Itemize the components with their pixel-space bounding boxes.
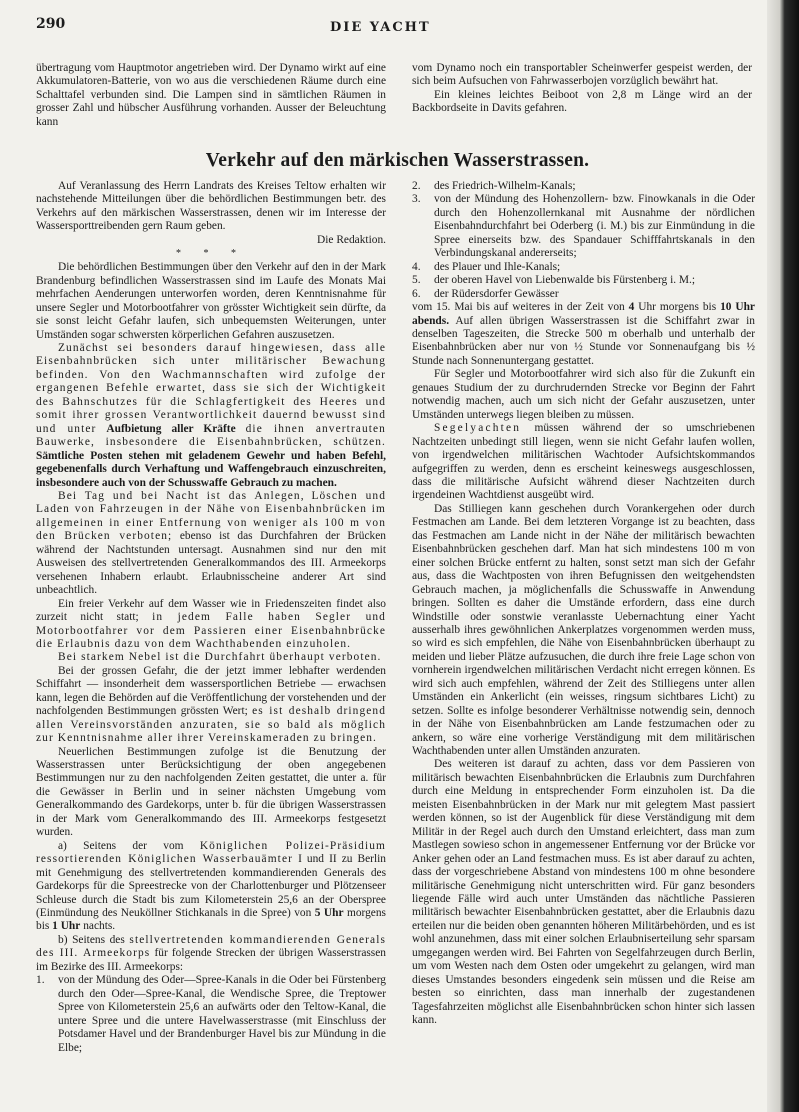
paragraph — [412, 301, 755, 368]
list-item — [412, 180, 755, 193]
text: a) Seitens der vom — [58, 839, 184, 852]
paragraph: Ein kleines leichtes Beiboot von 2,8 m Länge wird an der Backbordseite in Davits gefahren. — [412, 88, 752, 115]
list-item — [412, 288, 755, 301]
paragraph: Die behördlichen Bestimmungen über den Verkehr auf den in der Mark Brandenburg befindlichen Wasserstrassen sind im Laufe des Monats Mai mehrfachen Aenderungen unterworfen worden, deren Kenntnisnahme für unsere Segler und Motorbootfahrer von grösster Wichtigkeit sein dürfte, da sie sonst leicht Gefahr laufen, sich unbequemsten Weiterungen, unter Umständen sogar schwersten körperlichen Gefahren auszusetzen. — [36, 261, 386, 341]
previous-article-continuation-right — [412, 62, 752, 116]
paragraph: Des weiteren ist darauf zu achten, dass vor dem Passieren von militärisch bewachten Eisenbahnbrücken die Erlaubnis zum Durchfahren durch eine Meldung in entsprechender Form einzuholen ist. Da die meisten Eisenbahnbrücken in der Mark nur mit gelegtem Mast passiert werden können, so ist der Augenblick für diese Verständigung mit dem Militär in der Regel auch durch den Umstand erleichtert, dass man zum Mastlegen sowieso schon in angemessener Entfernung vor der Brücke vor Anker gehen oder an Land festmachen muss. Es ist aber darauf zu achten, dass der vorgeschriebene Abstand von mindestens 100 m ohne besondere militärische Genehmigung nicht unterschritten wird. Für ganz besonders liegende Fälle wird auch unter Umständen das nächtliche Passieren militärisch bewachter Eisenbahnbrücken gestattet, aber die Erlaubnis dazu erteilen nur die beiden oben genannten höheren Militärbehörden, und es ist wohl anzunehmen, dass mit einer solchen Erlaubniserteilung sehr sparsam umgegangen werden wird. Bei Fahrten von Segelfahrzeugen durch Berlin, um vom Westen nach dem Osten oder umgekehrt zu gelangen, wird man dieses Umstandes besonders eingedenk sein müssen und die Reise am besten so einrichten, dass man innerhalb der zugestandenen Tagesfahrzeiten möglichst alle Eisenbahnbrücken schon hinter sich lassen kann. — [412, 758, 755, 1027]
editor-signature: Die Redaktion. — [317, 233, 386, 246]
list-item — [412, 274, 755, 287]
list-number: 1. — [36, 974, 45, 987]
running-head: DIE YACHT — [330, 20, 431, 35]
paragraph: Das Stilliegen kann geschehen durch Vorankergehen oder durch Festmachen am Lande. Bei dem letzteren Vorgange ist zu beachten, dass das Festmachen am Lande nicht in der Nähe der militärisch bewachten Eisenbahnbrücken geschehen darf. Man hat sich mindestens 100 m von einer solchen Brücke entfernt zu halten, sonst setzt man sich der Gefahr aus, dass die Wachtposten von ihren Befugnissen den weitgehendsten Gebrauch machen, ja möglichenfalls die Schusswaffe in Anwendung bringen. Sollten es daher die Umstände erfordern, dass eine durch Windstille oder sonstwie veranlasste Uebernachtung einer Yacht ausserhalb ihres gewöhnlichen Ankerplatzes vorgenommen werden muss, so wird es sich empfehlen, die Nähe von Eisenbahnbrücken überhaupt zu meiden und lieber Plätze aufzusuchen, die durch ihre freie Lage schon von vornherein irgendwelchen militärischen Verdacht nicht erregen können. Es wird sich auch empfehlen, während der Zeit des Stilliegens unter allen Umständen ein Ankerlicht (ein weisses, ringsum sichtbares Licht) zu setzen. Sollte es infolge besonderer Verhältnisse notwendig sein, dennoch in der Nähe von Eisenbahnbrücken am Lande festzumachen oder zu ankern, so wäre eine vorherige Verständigung mit dem militärischen Wachthabenden unter allen Umständen anzuraten. — [412, 502, 755, 758]
bold-text: 10 Uhr abends. — [412, 301, 755, 327]
spaced-text: die ihnen anvertrauten Bauwerke, insbesondere die Eisenbahnbrücken, schützen. — [36, 422, 386, 449]
spaced-text: Bei Tag und bei Nacht ist das Anlegen, — [58, 489, 305, 502]
paragraph-b — [36, 934, 386, 974]
bold-text: 4 — [628, 301, 635, 314]
list-number: 3. — [412, 193, 421, 206]
list-text: des Plauer und Ihle-Kanals; — [434, 260, 561, 273]
route-list — [36, 974, 386, 1055]
text: I und II zu Berlin mit Genehmigung des stellvertretenden kommandierenden Generals des Gardekorps für die Spreestrecke von der Charlottenburger und Plötzenseer Schleuse durch die Stadt bis zum Kilometerstein 25,6 an der Oberspree (Einmündung des Neuköllner Stichkanals in die Spree) von — [36, 853, 386, 920]
list-number: 2. — [412, 180, 421, 192]
list-item — [412, 193, 755, 260]
bold-text: 1 Uhr — [52, 920, 81, 933]
paragraph — [36, 342, 386, 490]
paragraph: Neuerlichen Bestimmungen zufolge ist die Benutzung der Wasserstrassen unter Berücksichtigung der oben angegebenen Bestimmungen nur zu den nachfolgenden Zeiten gestattet, die unter a. für die Gewässer in Berlin und in seiner nächsten Umgebung vom Generalkommando des Gardekorps, unter b. für die übrigen Wasserstrassen in der Mark vom Generalkommando des III. Armeekorps festgesetzt wurden. — [36, 745, 386, 839]
article-column-right — [412, 180, 755, 1028]
paragraph — [36, 598, 386, 652]
list-number: 5. — [412, 274, 421, 287]
paragraph — [412, 422, 755, 503]
text: nachts. — [83, 920, 116, 933]
spaced-text: in jedem Falle haben Segler und Motorbootfahrer vor dem Passieren einer Eisenbahnbrücke die Erlaubnis dazu von dem Wachthabenden einzuholen. — [36, 611, 386, 650]
previous-article-continuation-left — [36, 62, 386, 129]
spaced-text: Königlichen Polizei-Präsidium ressortierenden Königlichen Wasserbauämter — [36, 839, 386, 866]
paragraph — [36, 651, 386, 664]
spaced-text: stellvertretenden kommandierenden Generals des III. Armeekorps — [36, 933, 386, 960]
list-text: des Friedrich-Wilhelm-Kanals; — [434, 180, 576, 192]
page-gutter-shadow — [767, 0, 799, 1112]
intro-paragraph: Auf Veranlassung des Herrn Landrats des Kreises Teltow erhalten wir nachstehende Mitteilungen über die behördlichen Bestimmungen betr. des Verkehrs auf den märkischen Wasserstrassen, denen wir im Interesse der Wassersporttreibenden gern Raum geben. — [36, 180, 386, 233]
text: morgens bis — [36, 907, 386, 933]
paragraph: Für Segler und Motorbootfahrer wird sich also für die Zukunft ein genaues Studium der zu durchrudernden Strecke vor Beginn der Fahrt notwendig machen, auch um sich nicht der Gefahr auszusetzen, unter Umständen unterwegs liegen bleiben zu müssen. — [412, 368, 755, 421]
text: ebenso ist das Durchfahren der Brücken während der Nachtstunden untersagt. Ausnahmen sind nur den mit Ausweisen des stellvertretenden Generalkommandos des III. Armeekorps versehenen Inhabern erlaubt. Erlaubnisscheine anderer Art sind unbeachtlich. — [36, 530, 386, 597]
list-item — [36, 974, 386, 1055]
paragraph: vom Dynamo noch ein transportabler Scheinwerfer gespeist werden, der sich beim Aufsuchen von Fahrwasserbojen vorzüglich bewährt hat. — [412, 62, 752, 88]
spaced-text: Zunächst sei besonders darauf hingewiesen, dass alle Eisenbahnbrücken sich unter militärischer Bewachung befinden. Von den Wachmannschaften wird zufolge der ergangenen Befehle erwartet, dass sie sich der Wichtigkeit des Bahnschutzes für die Schlagfertigkeit des Heeres und somit ihrer grossen Verantwortlichkeit dauernd bewusst sind und unter — [36, 341, 386, 435]
text: Bei der grossen Gefahr, die der jetzt immer lebhafter werdenden Schiffahrt — insonderheit dem wassersportlichen Betriebe — erwachsen kann, legen die Behörden auf die Veröffentlichung der vorstehenden und der nachfolgenden Bestimmungen grössten Wert; — [36, 664, 386, 718]
paragraph — [36, 490, 386, 598]
text: vom 15. Mai bis auf weiteres in der Zeit von — [412, 301, 625, 314]
paragraph-a — [36, 840, 386, 934]
text: b) Seitens des — [58, 933, 125, 946]
text: Auf allen übrigen Wasserstrassen ist die Schiffahrt zwar in denselben Tageszeiten, die Strecke 500 m oberhalb und unterhalb der Eisenbahnbrücken aber nur von ½ Stunde vor Sonnenaufgang bis ½ Stunde nach Sonnenuntergang gestattet. — [412, 314, 755, 367]
page-number: 290 — [36, 16, 66, 32]
list-number: 6. — [412, 287, 421, 300]
list-number: 4. — [412, 260, 421, 273]
text: müssen während der so umschriebenen Nachtzeiten unbedingt still liegen, wenn sie nicht Gefahr laufen wollen, von irgendwelchen militärischen Wachtoder Aufsichtskommandos aufgegriffen zu werden, denn es erscheint keineswegs ausgeschlossen, dass die militärische Aufsicht während dieser Nachtzeiten durch irgendeinen Wachtdienst ausgeübt wird. — [412, 422, 755, 502]
text: Ein freier Verkehr auf dem Wasser wie in Friedenszeiten findet also zurzeit nicht statt; — [36, 597, 386, 624]
list-text: von der Mündung des Hohenzollern- bzw. Finowkanals in die Oder durch den Hohenzollernkanal mit Ausnahme der nördlichen Eisenbahndurchfahrt bei Oderberg (i. M.) bis zur Einmündung in die Spree einerseits bzw. des Spandauer Schifffahrtskanals in den Verbindungskanal andererseits; — [434, 193, 755, 260]
spaced-text: Segelyachten — [434, 422, 522, 435]
bold-text: Aufbietung aller Kräfte — [106, 422, 236, 435]
list-item — [412, 261, 755, 274]
article-column-left — [36, 180, 386, 1055]
text: Uhr morgens bis — [638, 301, 717, 314]
list-text: der Rüdersdorfer Gewässer — [434, 287, 559, 300]
bold-text: Sämtliche Posten stehen mit geladenem Gewehr und haben Befehl, gegebenenfalls durch Verhaftung und Waffengebrauch einzuschreiten, insbesondere auch von der Schusswaffe Gebrauch zu machen. — [36, 449, 386, 489]
spaced-text: es ist deshalb dringend allen Vereinsvorständen anzuraten, sie so bald als möglich zur Kenntnisnahme aller ihrer Vereinskameraden zu bringen. — [36, 705, 386, 745]
paragraph — [36, 665, 386, 746]
spaced-text: Löschen und Laden von Fahrzeugen in der Nähe von Eisenbahnbrücken im allgemeinen in einer Entfernung von weniger als 100 m von den Brücken verboten; — [36, 489, 386, 543]
list-text: von der Mündung des Oder—Spree-Kanals in die Oder bei Fürstenberg durch den Oder—Spree-Kanal, die Wendische Spree, die Treptower Spree von Kilometerstein 25,6 an aufwärts oder den Teltow-Kanal, die untere Spree und die untere Havelwasserstrasse (mit Einschluss der Potsdamer Havel und der Brandenburger Havel bis zur Mündung in die Elbe; — [58, 974, 386, 1054]
text: für folgende Strecken der übrigen Wasserstrassen im Bezirke des III. Armeekorps: — [36, 947, 386, 973]
section-separator: * * * — [176, 248, 246, 260]
spaced-text: Bei starkem Nebel ist die Durchfahrt überhaupt verboten. — [58, 651, 382, 664]
bold-text: 5 Uhr — [314, 907, 344, 920]
paragraph: übertragung vom Hauptmotor angetrieben wird. Der Dynamo wirkt auf eine Akkumulatoren-Batterie, von wo aus die verschiedenen Räume durch eine Schalttafel verbunden sind. Die Lampen sind in sämtlichen Räumen in grosser Zahl und hübscher Ausführung vorhanden. Ausser der Beleuchtung kann — [36, 62, 386, 128]
list-text: der oberen Havel von Liebenwalde bis Fürstenberg i. M.; — [434, 274, 696, 287]
article-title: Verkehr auf den märkischen Wasserstrassen. — [205, 150, 590, 171]
route-list-continued — [412, 180, 755, 301]
